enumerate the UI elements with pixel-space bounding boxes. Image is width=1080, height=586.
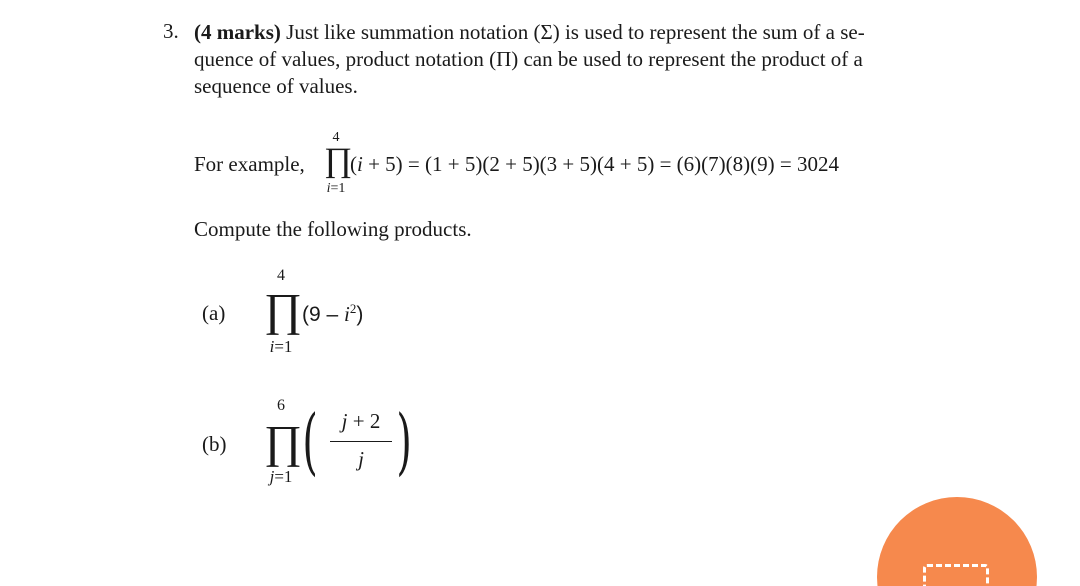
dashed-selection-icon xyxy=(923,564,989,586)
fraction-numerator: j + 2 xyxy=(341,409,381,433)
part-a-product-operator xyxy=(264,265,302,365)
instruction-text: Compute the following products. xyxy=(194,217,472,241)
question-marks: (4 marks) xyxy=(194,20,281,44)
part-a-expression: $(9 - i^2)$ xyxy=(302,301,364,326)
question-number: 3. xyxy=(163,19,179,43)
part-b-product-operator xyxy=(264,395,302,495)
intro-line-1: (4 marks) Just like summation notation (Σ) is used to represent the sum of a se- xyxy=(194,20,865,44)
part-a-lower-limit: i=1 xyxy=(269,337,293,356)
part-b-label: (b) xyxy=(202,432,227,456)
product-symbol: ∏ xyxy=(264,284,302,335)
floating-action-button[interactable] xyxy=(877,497,1037,586)
example-lead: For example, xyxy=(194,152,305,176)
example-expression: (i + 5) = (1 + 5)(2 + 5)(3 + 5)(4 + 5) = (6)(7)(8)(9) = 3024 xyxy=(350,152,839,176)
product-symbol: ∏ xyxy=(264,416,302,467)
question-intro xyxy=(194,19,1006,100)
part-a xyxy=(202,265,502,365)
example-upper-limit: 4 xyxy=(332,130,340,145)
fraction-denominator: j xyxy=(358,447,364,471)
product-symbol: ∏ xyxy=(324,142,352,179)
right-parenthesis: ) xyxy=(396,399,412,483)
left-parenthesis: ( xyxy=(302,399,318,483)
part-a-label: (a) xyxy=(202,301,226,325)
part-b-fraction xyxy=(328,409,394,471)
intro-line-3: sequence of values. xyxy=(194,74,358,98)
fraction-bar xyxy=(330,441,392,442)
part-a-upper-limit: 4 xyxy=(277,267,285,284)
intro-line-2: quence of values, product notation (Π) can be used to represent the product of a xyxy=(194,47,863,71)
example-product-operator xyxy=(324,128,352,202)
part-b xyxy=(202,395,502,495)
part-b-upper-limit: 6 xyxy=(277,397,285,414)
example-lower-limit: i=1 xyxy=(326,181,346,196)
part-b-lower-limit: j=1 xyxy=(269,467,293,486)
